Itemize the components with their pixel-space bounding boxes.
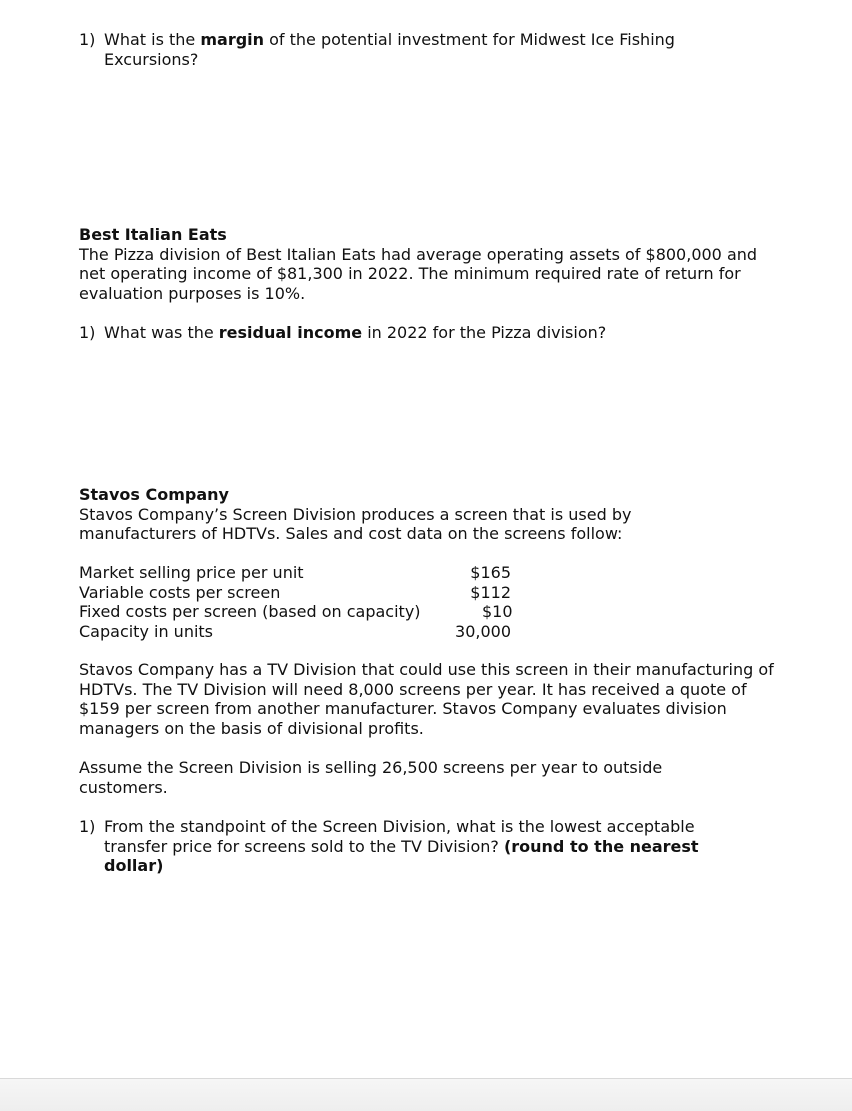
question-number: 1) (79, 30, 96, 49)
question-keyword: residual income (218, 323, 363, 342)
midwest-question (79, 30, 759, 69)
question-text (104, 30, 759, 69)
question-suffix: of the potential investment for Midwest Ice Fishing Excursions? (104, 30, 675, 69)
cost-label: Fixed costs per screen (based on capacity) (79, 602, 421, 621)
question-text (104, 817, 739, 876)
section-heading: Stavos Company (79, 485, 229, 504)
cost-row (79, 622, 599, 642)
cost-row (79, 563, 599, 583)
section-paragraph: The Pizza division of Best Italian Eats had average operating assets of $800,000 and net operating income of $81,300 in 2022. The minimum required rate of return for evaluation purposes is 10%. (79, 244, 758, 303)
question-text (104, 323, 759, 343)
question-number: 1) (79, 817, 96, 836)
section-heading: Best Italian Eats (79, 225, 227, 244)
cost-value: $165 (470, 563, 511, 582)
question-note: (round to the nearest dollar) (104, 836, 699, 875)
question-prefix: What is the (104, 30, 201, 49)
question-number: 1) (79, 323, 96, 342)
cost-label: Capacity in units (79, 621, 214, 641)
cost-value: $112 (470, 582, 511, 602)
cost-value: 30,000 (455, 621, 511, 641)
question-prefix: What was the (104, 323, 219, 342)
stavos-paragraph-1: Stavos Company has a TV Division that could use this screen in their manufacturing of HDTVs. The TV Division will need 8,000 screens per year. It has received a quote of $159 per screen from another manufacturer. Stavos Company evaluates division managers on the basis of divisional profits. (79, 660, 774, 738)
residual-income-question (79, 323, 759, 343)
best-italian-section (79, 225, 779, 303)
cost-label: Variable costs per screen (79, 582, 281, 602)
stavos-paragraph-2: Assume the Screen Division is selling 26,500 screens per year to outside customers. (79, 758, 663, 797)
section-intro: Stavos Company’s Screen Division produces a screen that is used by manufacturers of HDTVs. Sales and cost data on the screens follow: (79, 504, 632, 543)
question-body: From the standpoint of the Screen Division, what is the lowest acceptable transfer price for screens sold to the TV Division? (104, 817, 695, 856)
page-bottom-edge (0, 1078, 852, 1111)
cost-row (79, 602, 599, 622)
cost-value: $10 (482, 602, 513, 621)
cost-row (79, 583, 599, 603)
stavos-section (79, 485, 779, 544)
cost-label: Market selling price per unit (79, 563, 304, 582)
transfer-price-question (79, 817, 739, 876)
question-suffix: in 2022 for the Pizza division? (362, 323, 607, 342)
question-keyword: margin (200, 30, 265, 49)
